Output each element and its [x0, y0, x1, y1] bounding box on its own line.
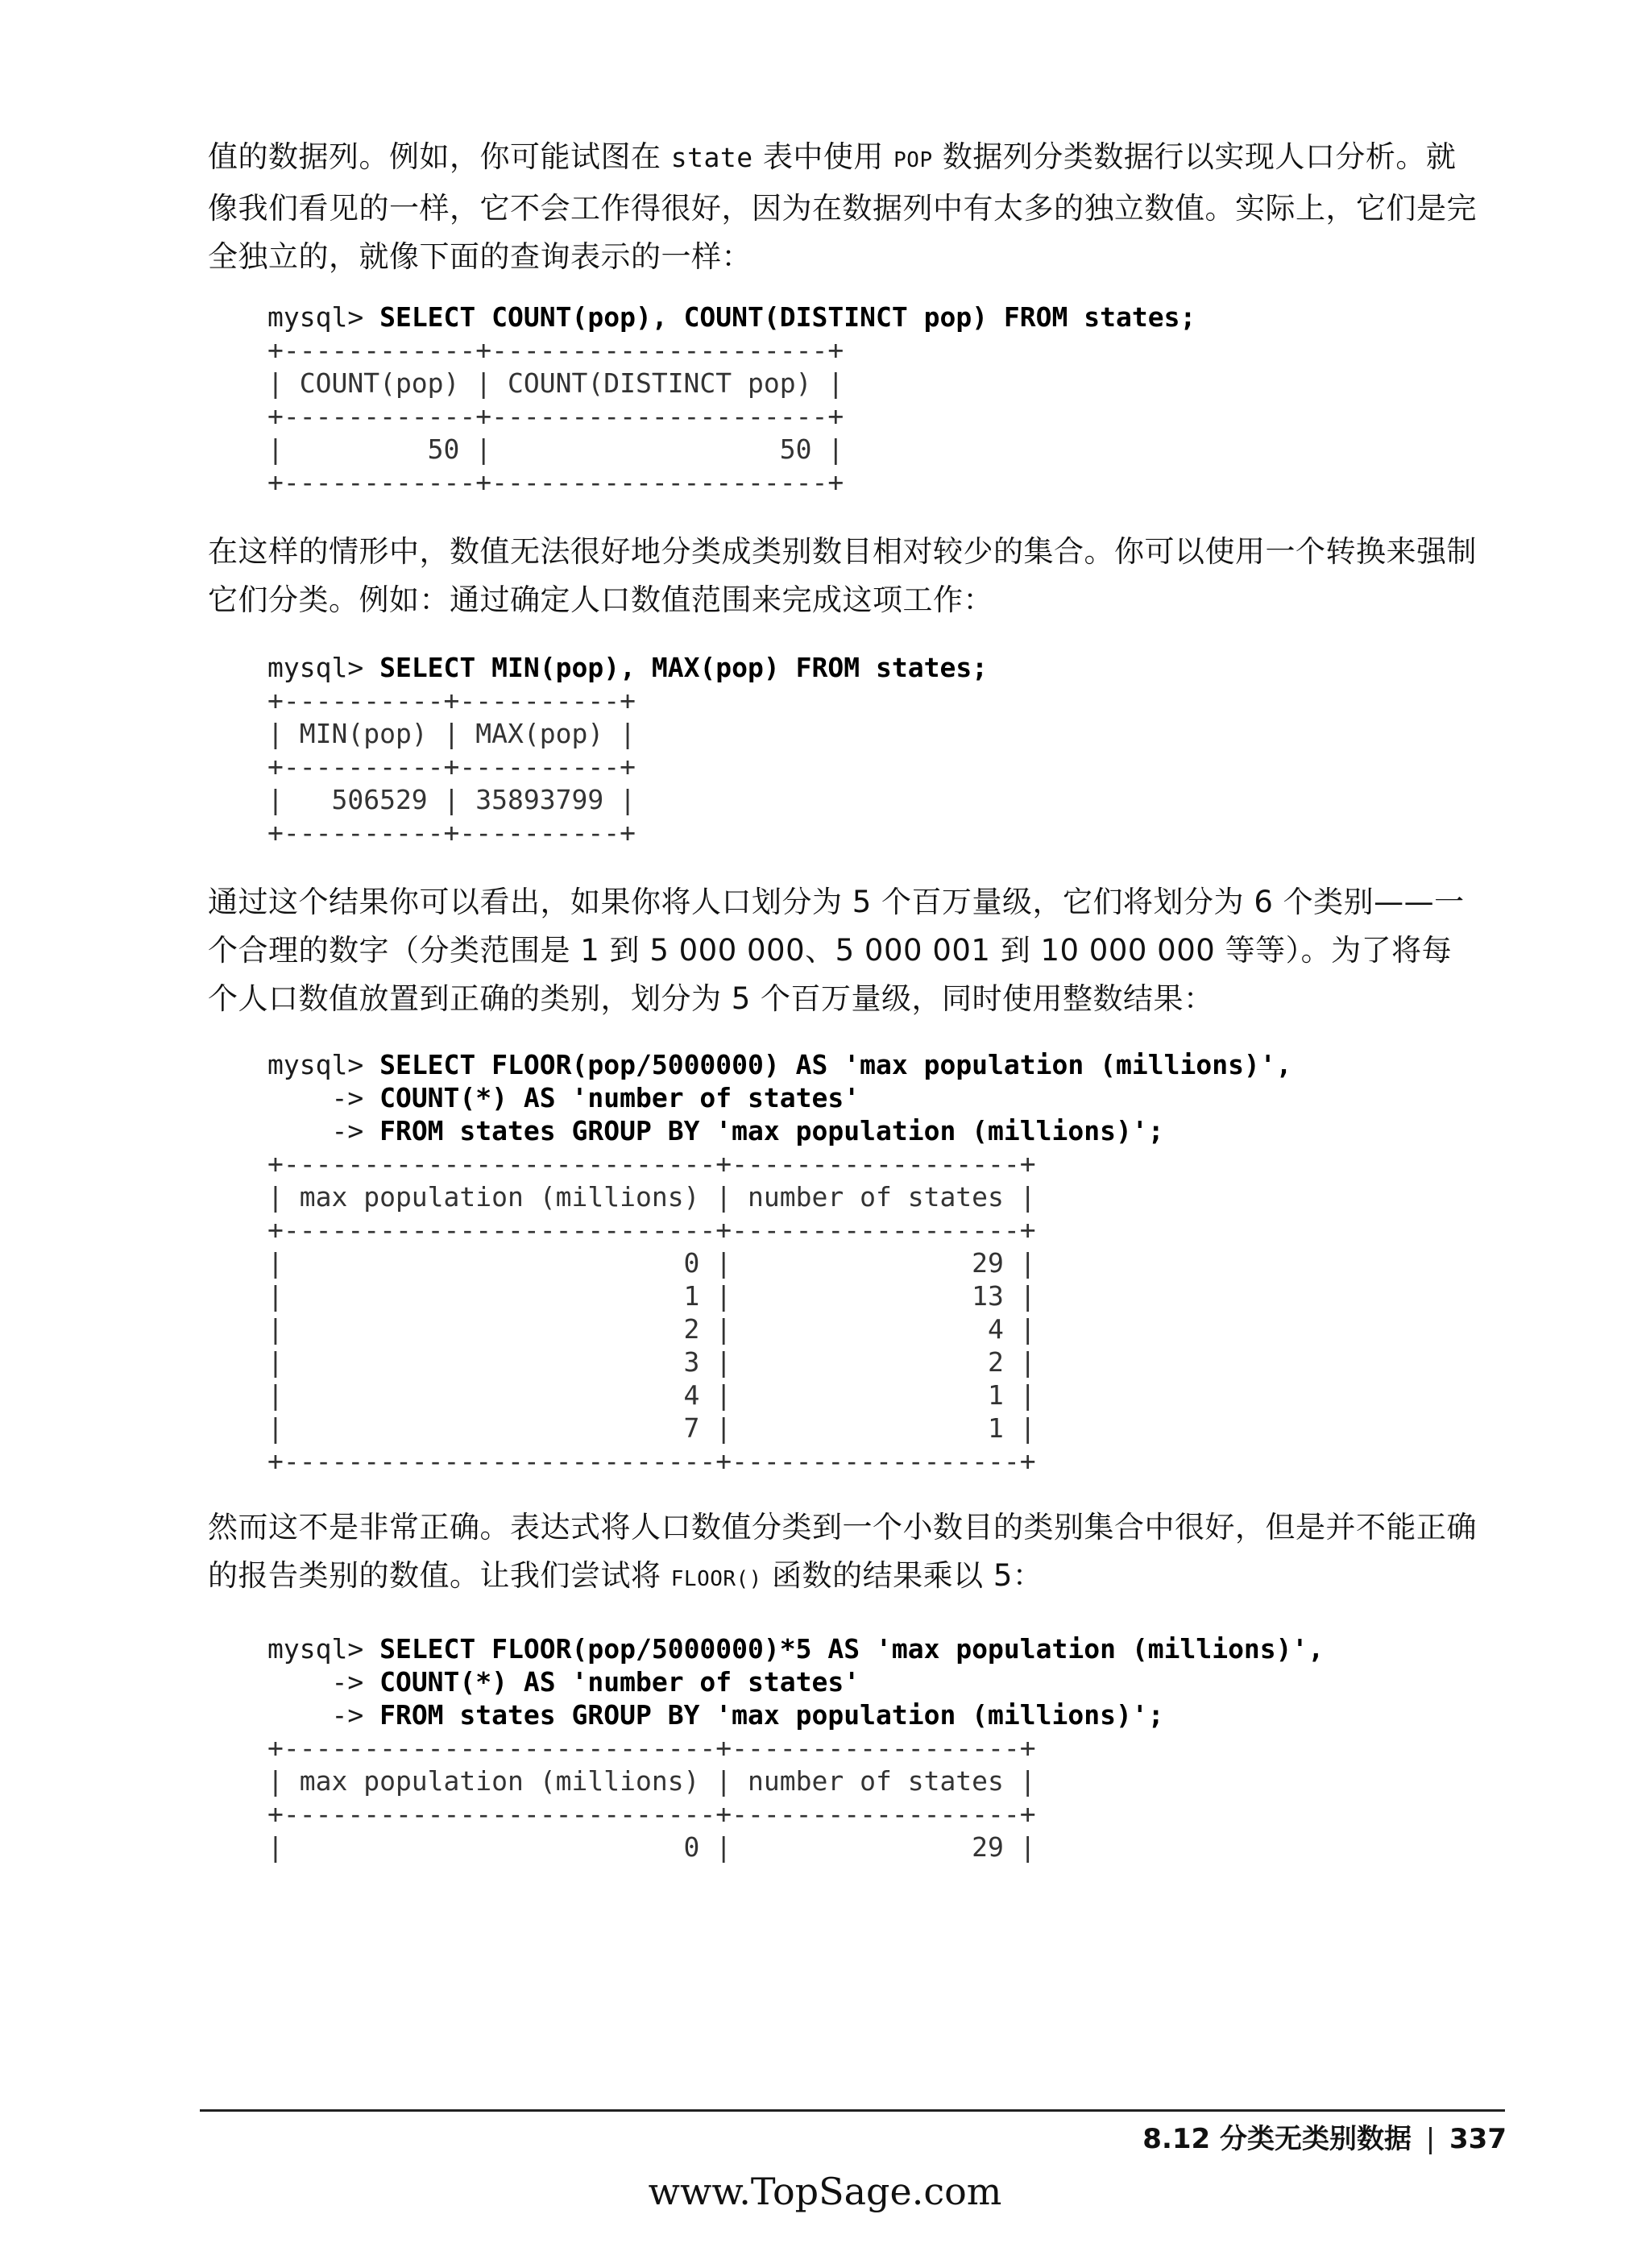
- inline-code-pop: POP: [893, 148, 933, 172]
- sql-line-3: FROM states GROUP BY 'max population (millions)';: [379, 1699, 1164, 1731]
- footer-divider: [200, 2109, 1505, 2112]
- code-block-min-max: [267, 651, 988, 849]
- footer-separator: [1429, 2127, 1432, 2154]
- mysql-prompt: mysql>: [267, 652, 380, 683]
- inline-code-state: state: [670, 142, 753, 173]
- code-block-floor: [267, 1048, 1292, 1478]
- page-number: 337: [1449, 2123, 1507, 2155]
- page-footer: [1096, 2119, 1507, 2159]
- inline-code-floor: FLOOR(): [670, 1567, 762, 1591]
- mysql-prompt: mysql>: [267, 301, 380, 333]
- paragraph-4-text-b: 函数的结果乘以 5：: [761, 1558, 1043, 1593]
- paragraph-1: [208, 133, 1481, 281]
- sql-query: SELECT MIN(pop), MAX(pop) FROM states;: [379, 652, 989, 683]
- sql-line-2: COUNT(*) AS 'number of states': [379, 1666, 860, 1698]
- continuation-prompt: ->: [267, 1666, 380, 1698]
- sql-line-1: SELECT FLOOR(pop/5000000)*5 AS 'max population (millions)',: [379, 1633, 1325, 1665]
- continuation-prompt: ->: [267, 1699, 380, 1731]
- watermark-url: www.TopSage.com: [648, 2170, 1002, 2213]
- code-block-count: [267, 301, 1196, 499]
- continuation-prompt: ->: [267, 1082, 380, 1113]
- sql-line-3: FROM states GROUP BY 'max population (millions)';: [379, 1115, 1164, 1146]
- result-table: +------------+---------------------+ | COUNT(pop) | COUNT(DISTINCT pop) | +------------+---------------------+ | 50 | 50 | +------------+---------------------+: [267, 334, 844, 498]
- continuation-prompt: ->: [267, 1115, 380, 1146]
- paragraph-1-text-c: 数据列分类数据行以实现人口分析。就像我们看见的一样，它不会工作得很好，因为在数据列中有太多的独立数值。实际上，它们是完全独立的，就像下面的查询表示的一样：: [208, 139, 1477, 274]
- sql-line-2: COUNT(*) AS 'number of states': [379, 1082, 860, 1113]
- mysql-prompt: mysql>: [267, 1049, 380, 1080]
- result-table: +---------------------------+------------------+ | max population (millions) | number of states | +---------------------------+------------------+ | 0 | 29 |: [267, 1732, 1036, 1863]
- paragraph-4-text-a: 然而这不是非常正确。表达式将人口数值分类到一个小数目的类别集合中很好，但是并不能正确的报告类别的数值。让我们尝试将: [208, 1510, 1477, 1593]
- result-table: +----------+----------+ | MIN(pop) | MAX(pop) | +----------+----------+ | 506529 | 35893799 | +----------+----------+: [267, 685, 636, 848]
- sql-line-1: SELECT FLOOR(pop/5000000) AS 'max population (millions)',: [379, 1049, 1292, 1080]
- mysql-prompt: mysql>: [267, 1633, 380, 1665]
- section-title: 8.12 分类无类别数据: [1142, 2123, 1412, 2155]
- paragraph-1-text-a: 值的数据列。例如，你可能试图在: [208, 139, 671, 174]
- result-table: +---------------------------+------------------+ | max population (millions) | number of states | +---------------------------+------------------+ | 0 | 29 | | 1 | 13 | | 2 | 4 | | 3 | 2 | | 4 | 1 | | 7 | 1 | +---------------------------+------------------+: [267, 1148, 1036, 1477]
- paragraph-1-text-b: 表中使用: [752, 139, 894, 174]
- code-block-floor-times-5: [267, 1632, 1324, 1864]
- sql-query: SELECT COUNT(pop), COUNT(DISTINCT pop) FROM states;: [379, 301, 1196, 333]
- paragraph-4: [208, 1503, 1481, 1603]
- paragraph-3: 通过这个结果你可以看出，如果你将人口划分为 5 个百万量级，它们将划分为 6 个类别——一个合理的数字（分类范围是 1 到 5 000 000、5 000 001 到 10 000 000 等等）。为了将每个人口数值放置到正确的类别，划分为 5 个百万量级，同时使用整数结果：: [208, 885, 1465, 1016]
- paragraph-2: 在这样的情形中，数值无法很好地分类成类别数目相对较少的集合。你可以使用一个转换来强制它们分类。例如：通过确定人口数值范围来完成这项工作：: [208, 534, 1477, 617]
